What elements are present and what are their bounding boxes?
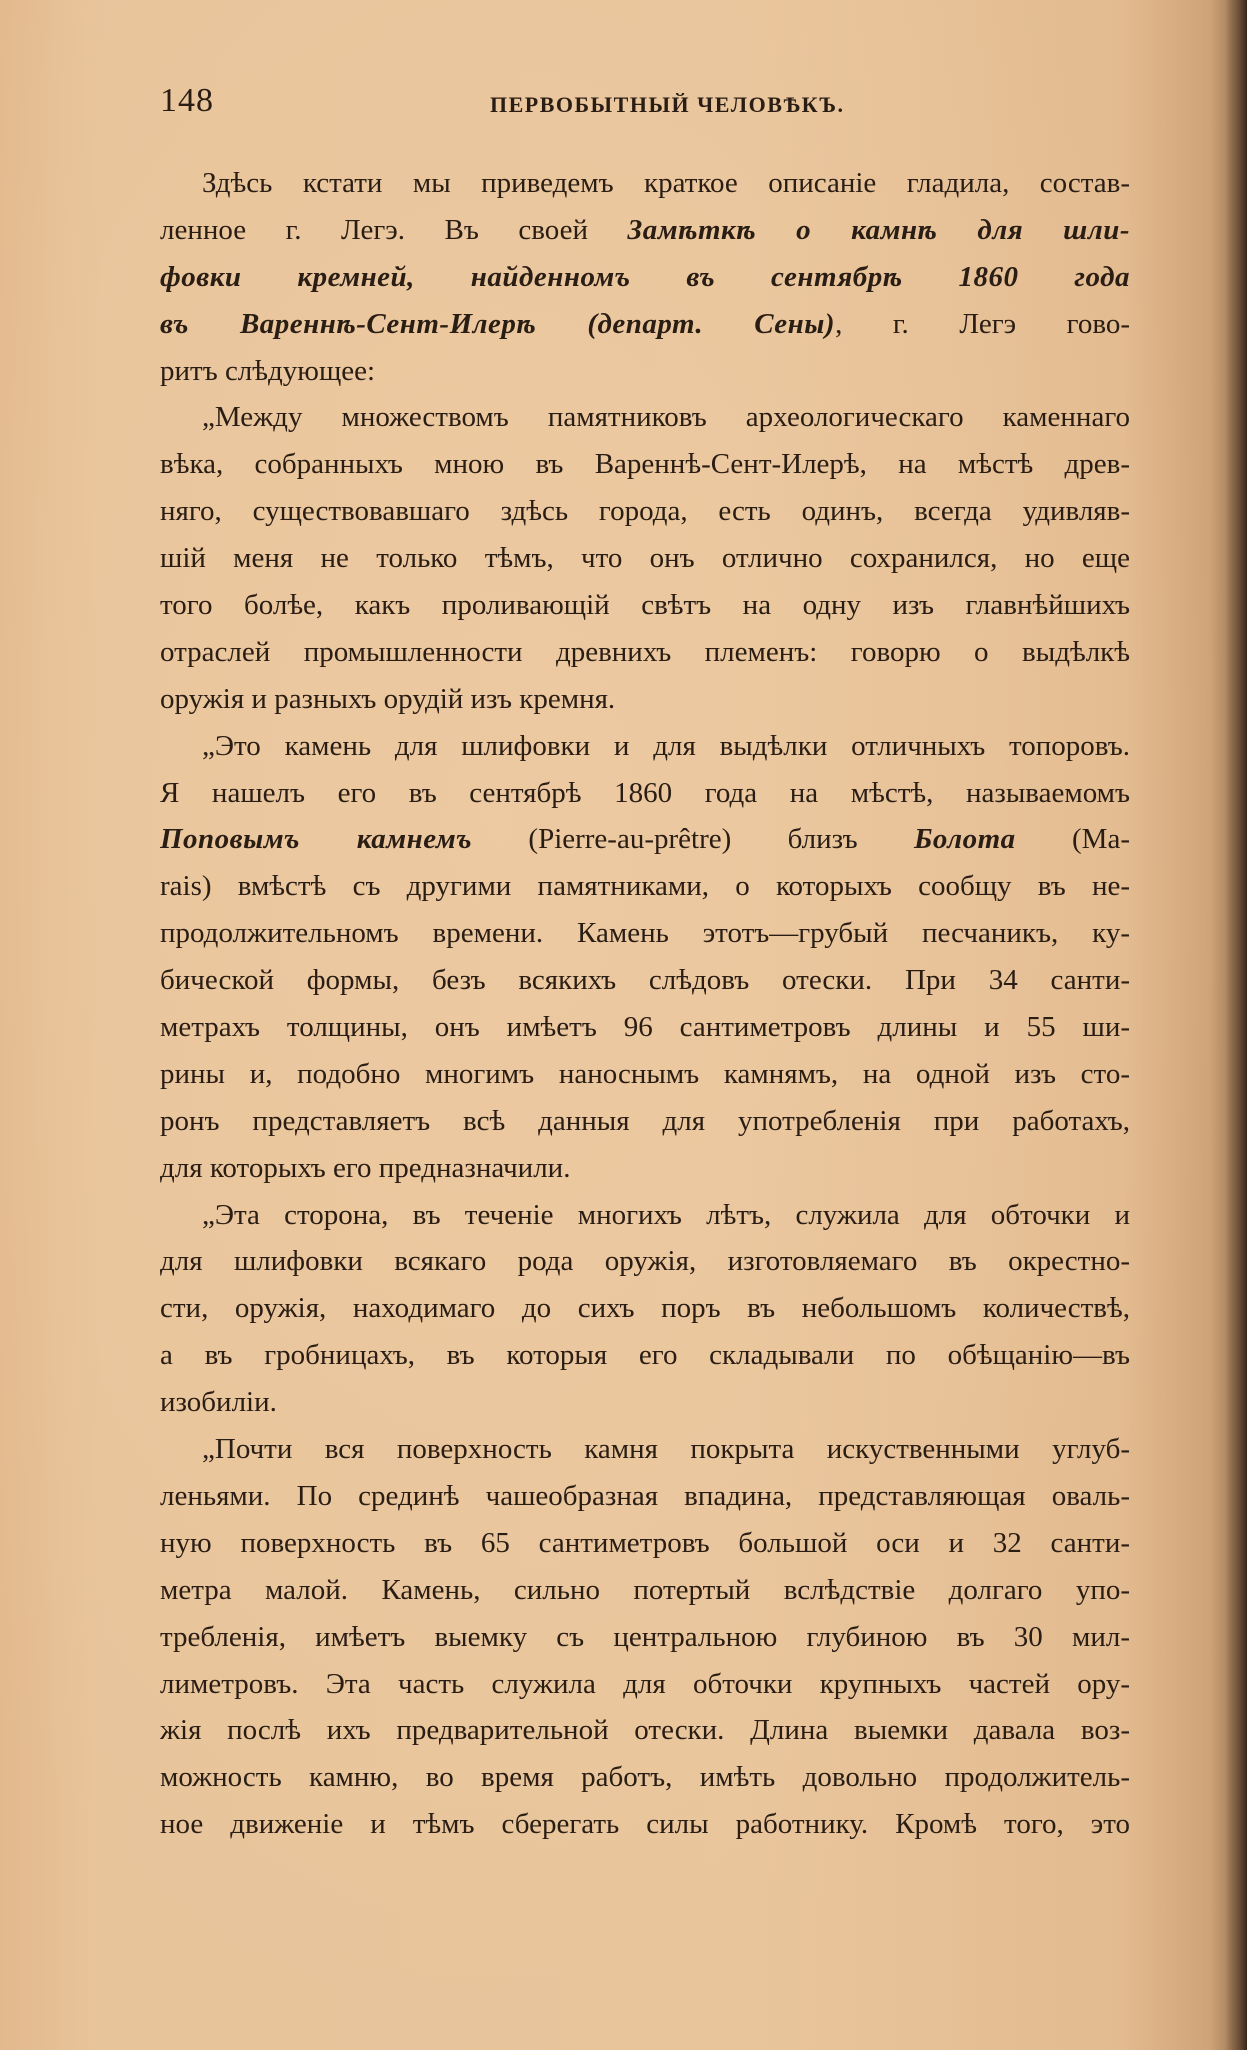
text-segment: ное движеніе и тѣмъ сберегать силы работнику. Кромѣ того, это [160, 1808, 1130, 1841]
text-segment: оружія и разныхъ орудій изъ кремня. [160, 682, 616, 715]
text-segment: для которыхъ его предназначили. [160, 1151, 571, 1184]
text-line [160, 1801, 1130, 1848]
text-line [160, 1145, 1130, 1192]
text-segment: продолжительномъ времени. Камень этотъ—грубый песчаникъ, ку- [160, 917, 1130, 950]
text-segment: метрахъ толщины, онъ имѣетъ 96 сантиметровъ длины и 55 ши- [160, 1011, 1130, 1044]
text-segment: требленія, имѣетъ выемку съ центральною глубиною въ 30 мил- [160, 1620, 1130, 1653]
text-segment: Я нашелъ его въ сентябрѣ 1860 года на мѣстѣ, называемомъ [160, 776, 1130, 809]
text-segment: „Эта сторона, въ теченіе многихъ лѣтъ, служила для обточки и [202, 1198, 1130, 1231]
text-line [160, 676, 1130, 723]
text-segment: леньями. По срединѣ чашеобразная впадина, представляющая оваль- [160, 1479, 1130, 1512]
text-segment: а въ гробницахъ, въ которыя его складывали по обѣщанію—въ [160, 1339, 1130, 1372]
text-segment: няго, существовавшаго здѣсь города, есть одинъ, всегда удивляв- [160, 495, 1130, 528]
running-head [160, 82, 1130, 122]
text-segment: бической формы, безъ всякихъ слѣдовъ отески. При 34 санти- [160, 964, 1130, 997]
text-line [160, 1285, 1130, 1332]
text-line [160, 582, 1130, 629]
italic-text: фовки кремней, найденномъ въ сентябрѣ 1860 года [160, 260, 1130, 293]
running-title: ПЕРВОБЫТНЫЙ ЧЕЛОВѢКЪ. [490, 92, 845, 117]
text-segment: ронъ представляетъ всѣ данныя для употребленія при работахъ, [160, 1104, 1130, 1137]
text-segment: „Это камень для шлифовки и для выдѣлки отличныхъ топоровъ. [202, 729, 1130, 762]
text-line [160, 301, 1130, 348]
text-segment: ную поверхность въ 65 сантиметровъ большой оси и 32 санти- [160, 1526, 1130, 1559]
text-segment: рины и, подобно многимъ наноснымъ камнямъ, на одной изъ сто- [160, 1057, 1130, 1090]
text-line [160, 816, 1130, 863]
text-segment: ленное г. Легэ. Въ своей [160, 213, 628, 246]
text-line [160, 1661, 1130, 1708]
text-line [160, 910, 1130, 957]
text-segment: вѣка, собранныхъ мною въ Вареннѣ-Сент-Илерѣ, на мѣстѣ древ- [160, 448, 1130, 481]
text-segment: Здѣсь кстати мы приведемъ краткое описаніе гладила, состав- [202, 167, 1130, 199]
text-line [160, 1567, 1130, 1614]
text-line [160, 1520, 1130, 1567]
text-line [160, 348, 1130, 395]
text-line [160, 770, 1130, 817]
text-segment: шій меня не только тѣмъ, что онъ отлично сохранился, но еще [160, 542, 1130, 575]
text-segment: жія послѣ ихъ предварительной отески. Длина выемки давала воз- [160, 1714, 1130, 1747]
text-line [160, 254, 1130, 301]
italic-text: Замѣткѣ о камнѣ для шли- [627, 213, 1130, 246]
text-line [160, 535, 1130, 582]
text-line [160, 1754, 1130, 1801]
page-number: 148 [160, 82, 214, 119]
text-line [160, 1098, 1130, 1145]
text-line [160, 1614, 1130, 1661]
text-segment: для шлифовки всякаго рода оружія, изготовляемаго въ окрестно- [160, 1245, 1130, 1278]
italic-text: Болота [914, 823, 1016, 856]
text-line [160, 207, 1130, 254]
text-segment: сти, оружія, находимаго до сихъ поръ въ небольшомъ количествѣ, [160, 1292, 1130, 1325]
text-line [160, 1238, 1130, 1285]
text-segment: (Pierre-au-prêtre) близъ [472, 823, 914, 856]
text-line [160, 1051, 1130, 1098]
text-line [160, 957, 1130, 1004]
text-line [160, 1707, 1130, 1754]
italic-text: въ Вареннѣ-Сент-Илерѣ (департ. Сены) [160, 307, 836, 340]
text-line [160, 160, 1130, 207]
text-segment: того болѣе, какъ проливающій свѣтъ на одну изъ главнѣйшихъ [160, 589, 1130, 622]
italic-text: Поповымъ камнемъ [160, 823, 473, 856]
text-line [160, 394, 1130, 441]
text-line [160, 723, 1130, 770]
text-segment: ритъ слѣдующее: [160, 354, 376, 387]
text-line [160, 1004, 1130, 1051]
text-line [160, 441, 1130, 488]
text-line [160, 1426, 1130, 1473]
text-segment: метра малой. Камень, сильно потертый вслѣдствіе долгаго упо- [160, 1573, 1130, 1606]
text-line [160, 1379, 1130, 1426]
text-segment: изобиліи. [160, 1386, 277, 1419]
text-line [160, 1473, 1130, 1520]
text-line [160, 1332, 1130, 1379]
text-segment: отраслей промышленности древнихъ племенъ: говорю о выдѣлкѣ [160, 635, 1130, 668]
text-line [160, 863, 1130, 910]
text-line [160, 1192, 1130, 1239]
body-text [160, 160, 1130, 1848]
text-segment: лиметровъ. Эта часть служила для обточки крупныхъ частей ору- [160, 1667, 1130, 1700]
page-edge-shadow [1225, 0, 1247, 2050]
text-line [160, 488, 1130, 535]
text-segment: можность камню, во время работъ, имѣть довольно продолжитель- [160, 1761, 1130, 1794]
text-segment: „Почти вся поверхность камня покрыта искуственными углуб- [202, 1433, 1130, 1466]
text-line [160, 629, 1130, 676]
text-segment: „Между множествомъ памятниковъ археологическаго каменнаго [202, 401, 1130, 434]
text-segment: (Ma- [1015, 823, 1130, 856]
text-segment: rais) вмѣстѣ съ другими памятниками, о которыхъ сообщу въ не- [160, 870, 1130, 903]
text-segment: , г. Легэ гово- [835, 307, 1130, 340]
